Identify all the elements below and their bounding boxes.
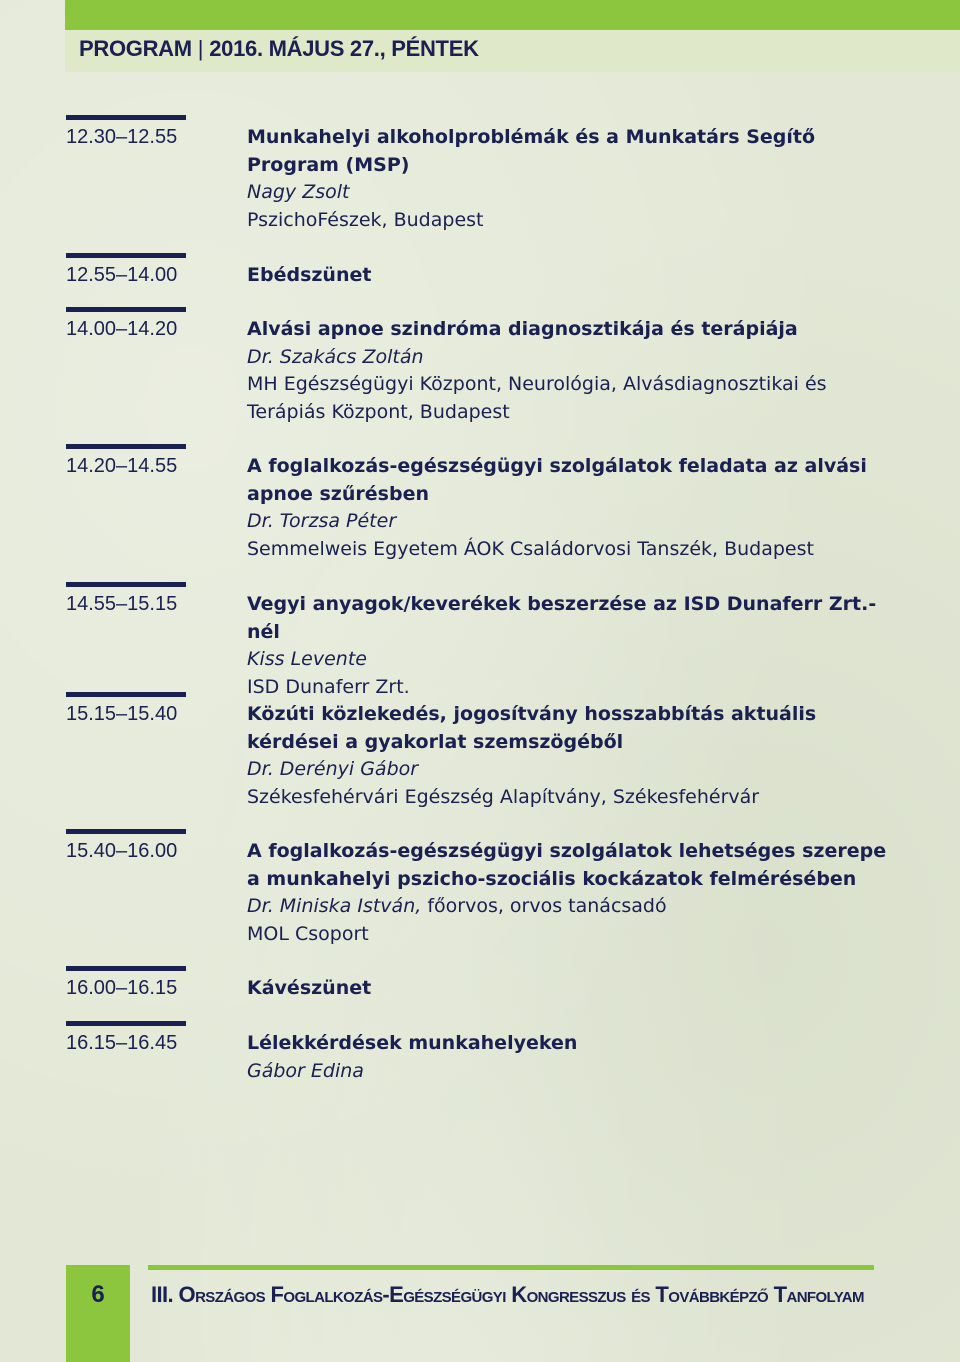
entry-organization-cont: Terápiás Központ, Budapest xyxy=(247,400,510,423)
entry-time: 12.55–14.00 xyxy=(66,264,178,286)
entry-time: 16.15–16.45 xyxy=(66,1032,178,1054)
header-separator: | xyxy=(197,36,204,61)
entry-title: Kávészünet xyxy=(247,977,372,999)
entry-divider xyxy=(66,253,186,258)
header-section: PROGRAM xyxy=(79,36,192,61)
entry-body xyxy=(247,316,887,426)
entry-divider xyxy=(66,307,186,312)
entry-divider xyxy=(66,582,186,587)
entry-organization: ISD Dunaferr Zrt. xyxy=(247,675,410,698)
entry-body xyxy=(247,838,887,948)
page-title xyxy=(79,36,479,62)
entry-body xyxy=(247,975,887,1003)
entry-divider xyxy=(66,692,186,697)
page-number-tab xyxy=(66,1265,130,1362)
entry-body xyxy=(247,262,887,290)
entry-time: 15.15–15.40 xyxy=(66,703,178,725)
page-header xyxy=(65,0,960,72)
footer-divider xyxy=(148,1265,874,1270)
header-accent-bar xyxy=(65,0,960,30)
entry-time: 14.20–14.55 xyxy=(66,455,178,477)
entry-speaker: Nagy Zsolt xyxy=(247,181,350,203)
entry-divider xyxy=(66,115,186,120)
entry-organization: Semmelweis Egyetem ÁOK Családorvosi Tanszék, Budapest xyxy=(247,537,814,560)
entry-organization: PszichoFészek, Budapest xyxy=(247,208,484,231)
entry-title: Lélekkérdések munkahelyeken xyxy=(247,1032,578,1054)
entry-divider xyxy=(66,1021,186,1026)
entry-speaker-line xyxy=(247,893,887,921)
entry-speaker: Gábor Edina xyxy=(247,1059,364,1082)
entry-title-cont: apnoe szűrésben xyxy=(247,482,429,505)
entry-title: Vegyi anyagok/keverékek beszerzése az ISD Dunaferr Zrt.-nél xyxy=(247,593,877,643)
entry-body xyxy=(247,1030,887,1085)
entry-time: 16.00–16.15 xyxy=(66,977,178,999)
entry-organization: Székesfehérvári Egészség Alapítvány, Székesfehérvár xyxy=(247,785,760,808)
entry-speaker: Dr. Szakács Zoltán xyxy=(247,345,424,368)
entry-title: Közúti közlekedés, jogosítvány hosszabbítás aktuális xyxy=(247,703,817,725)
entry-time: 12.30–12.55 xyxy=(66,126,178,148)
entry-title-cont: kérdései a gyakorlat szemszögéből xyxy=(247,730,624,753)
header-date: 2016. MÁJUS 27., PÉNTEK xyxy=(209,36,479,61)
entry-time: 14.55–15.15 xyxy=(66,593,178,615)
page-number: 6 xyxy=(91,1281,105,1308)
entry-body xyxy=(247,124,887,234)
entry-divider xyxy=(66,829,186,834)
entry-title: A foglalkozás-egészségügyi szolgálatok lehetséges szerepe xyxy=(247,840,887,862)
entry-title-cont: a munkahelyi pszicho-szociális kockázatok felmérésében xyxy=(247,867,857,890)
entry-title: Ebédszünet xyxy=(247,264,372,286)
entry-time: 15.40–16.00 xyxy=(66,840,178,862)
entry-body xyxy=(247,701,887,811)
entry-speaker-role: főorvos, orvos tanácsadó xyxy=(421,895,667,917)
entry-title: Munkahelyi alkoholproblémák és a Munkatárs Segítő xyxy=(247,126,816,148)
entry-body xyxy=(247,453,887,563)
entry-speaker: Dr. Miniska István, xyxy=(247,895,422,917)
entry-speaker: Dr. Derényi Gábor xyxy=(247,758,419,780)
entry-organization: MOL Csoport xyxy=(247,922,369,945)
entry-time: 14.00–14.20 xyxy=(66,318,178,340)
entry-title: Alvási apnoe szindróma diagnosztikája és terápiája xyxy=(247,318,798,340)
entry-title-cont: Program (MSP) xyxy=(247,153,410,176)
entry-divider xyxy=(66,966,186,971)
entry-divider xyxy=(66,444,186,449)
footer-congress-title: III. Országos Foglalkozás-Egészségügyi Kongresszus és Továbbképző Tanfolyam xyxy=(151,1282,864,1307)
entry-speaker: Dr. Torzsa Péter xyxy=(247,510,397,532)
entry-title: A foglalkozás-egészségügyi szolgálatok feladata az alvási xyxy=(247,455,867,477)
entry-body xyxy=(247,591,887,701)
entry-speaker: Kiss Levente xyxy=(247,648,367,670)
entry-organization: MH Egészségügyi Központ, Neurológia, Alvásdiagnosztikai és xyxy=(247,373,827,395)
